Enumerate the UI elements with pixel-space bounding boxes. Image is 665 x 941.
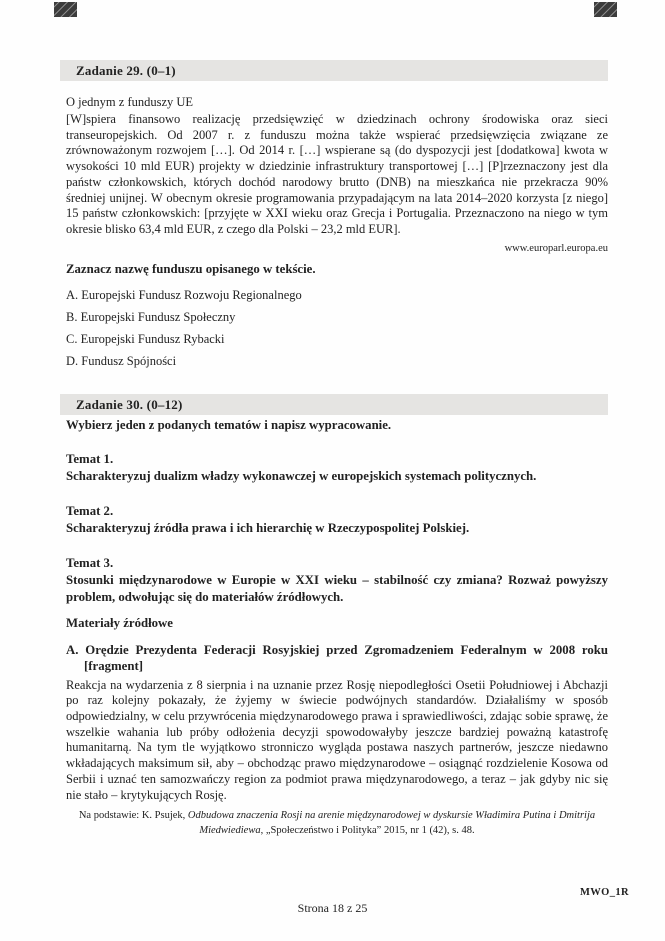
source-title: Odbudowa znaczenia Rosji na arenie międzynarodowej w dyskursie Władimira Putina i Dmitrija Miedwiediewa	[187, 810, 596, 837]
topic-1	[66, 451, 608, 485]
topic-2-text: Scharakteryzuj źródła prawa i ich hierarchię w Rzeczypospolitej Polskiej.	[66, 520, 470, 535]
option-d-text: Fundusz Spójności	[81, 353, 177, 368]
material-a-source	[66, 808, 608, 838]
scan-registration-mark-left	[54, 2, 77, 17]
option-c-text: Europejski Fundusz Rybacki	[80, 331, 225, 346]
page-number: Strona 18 z 25	[297, 901, 368, 915]
task30-header-bar	[60, 394, 608, 415]
option-b-text: Europejski Fundusz Społeczny	[80, 309, 236, 324]
topic-1-text: Scharakteryzuj dualizm władzy wykonawczej w europejskich systemach politycznych.	[66, 468, 537, 483]
option-d-label: D.	[66, 353, 79, 368]
topic-2	[66, 503, 608, 537]
option-a-text: Europejski Fundusz Rozwoju Regionalnego	[81, 287, 302, 302]
option-d	[66, 353, 608, 369]
option-c-label: C.	[66, 331, 78, 346]
task29-quote: [W]spiera finansowo realizację przedsięwzięć w dziedzinach ochrony środowiska oraz sieci transeuropejskich. Od 2007 r. z funduszu można także wspierać przedsięwzięcia związane ze zrównoważonym rozwojem […]. Od 2014 r. […] wspierane są (do dyspozycji jest [dodatkowa] kwota w wysokości 10 mld EUR) projekty w dziedzinie infrastruktury transportowej […] [P]rzeznaczony jest dla państw członkowskich, których dochód narodowy brutto (DNB) na mieszkańca nie przekracza 90% średniej unijnej. W obecnym okresie programowania przypadającym na lata 2014–2020 korzysta [z niego] 15 państw członkowskich: [przyjęte w XXI wieku oraz Grecja i Portugalia. Przeznaczono na niego w tym okresie blisko 63,4 mld EUR, z czego dla Polski – 23,2 mld EUR].	[66, 112, 608, 236]
task29-intro: O jednym z funduszy UE	[66, 95, 194, 109]
option-b	[66, 309, 608, 325]
task29-options	[66, 287, 608, 369]
material-a-quote: Reakcja na wydarzenia z 8 sierpnia i na uznanie przez Rosję niepodległości Osetii Południowej i Abchazji po raz kolejny pokazały, że żyjemy w świecie podwójnych standardów. Działaliśmy w sposób odpowiedzialny, w celu przywrócenia międzynarodowego prawa i sprawiedliwości, zdając sobie sprawę, że wszelkie wahania lub próby odłożenia decyzji spowodowałyby jeszcze bardziej poważną katastrofę humanitarną. Na tym tle wyjątkowo stronniczo wygląda postawa naszych partnerów, jeszcze niedawno wkładających maksimum sił, aby – obchodząc prawo międzynarodowe – osiągnąć rozdzielenie Kosowa od Serbii i uznać ten samozwańczy region za podmiot prawa międzynarodowego, a teraz – jak gdyby nic się nie stało – krytykujących Rosję.	[66, 677, 608, 802]
topic-3-label: Temat 3.	[66, 555, 114, 570]
topic-1-label: Temat 1.	[66, 451, 114, 466]
option-c	[66, 331, 608, 347]
topic-2-label: Temat 2.	[66, 503, 114, 518]
material-a-label: A.	[66, 642, 79, 657]
option-a	[66, 287, 608, 303]
material-a-title: Orędzie Prezydenta Federacji Rosyjskiej przed Zgromadzeniem Federalnym w 2008 roku [fragment]	[84, 642, 608, 674]
exam-code: MWO_1R	[579, 887, 629, 898]
scan-registration-mark-right	[594, 2, 617, 17]
source-suffix: , „Społeczeństwo i Polityka” 2015, nr 1 (42), s. 48.	[260, 825, 475, 837]
source-prefix: Na podstawie: K. Psujek,	[78, 810, 188, 822]
option-a-label: A.	[66, 287, 79, 302]
task29-source: www.europarl.europa.eu	[504, 242, 608, 254]
option-b-label: B.	[66, 309, 78, 324]
material-a-heading	[66, 642, 608, 675]
content-column	[60, 60, 608, 838]
topic-3	[66, 555, 608, 606]
task30-header: Zadanie 30. (0–12)	[76, 396, 183, 412]
topic-3-text: Stosunki międzynarodowe w Europie w XXI wieku – stabilność czy zmiana? Rozważ powyższy problem, odwołując się do materiałów źródłowych.	[66, 572, 608, 604]
materials-header: Materiały źródłowe	[66, 615, 173, 630]
task29-command: Zaznacz nazwę funduszu opisanego w tekście.	[66, 261, 316, 276]
task29-header: Zadanie 29. (0–1)	[76, 63, 176, 78]
task29-header-bar	[60, 60, 608, 81]
task30-command: Wybierz jeden z podanych tematów i napisz wypracowanie.	[66, 417, 392, 432]
